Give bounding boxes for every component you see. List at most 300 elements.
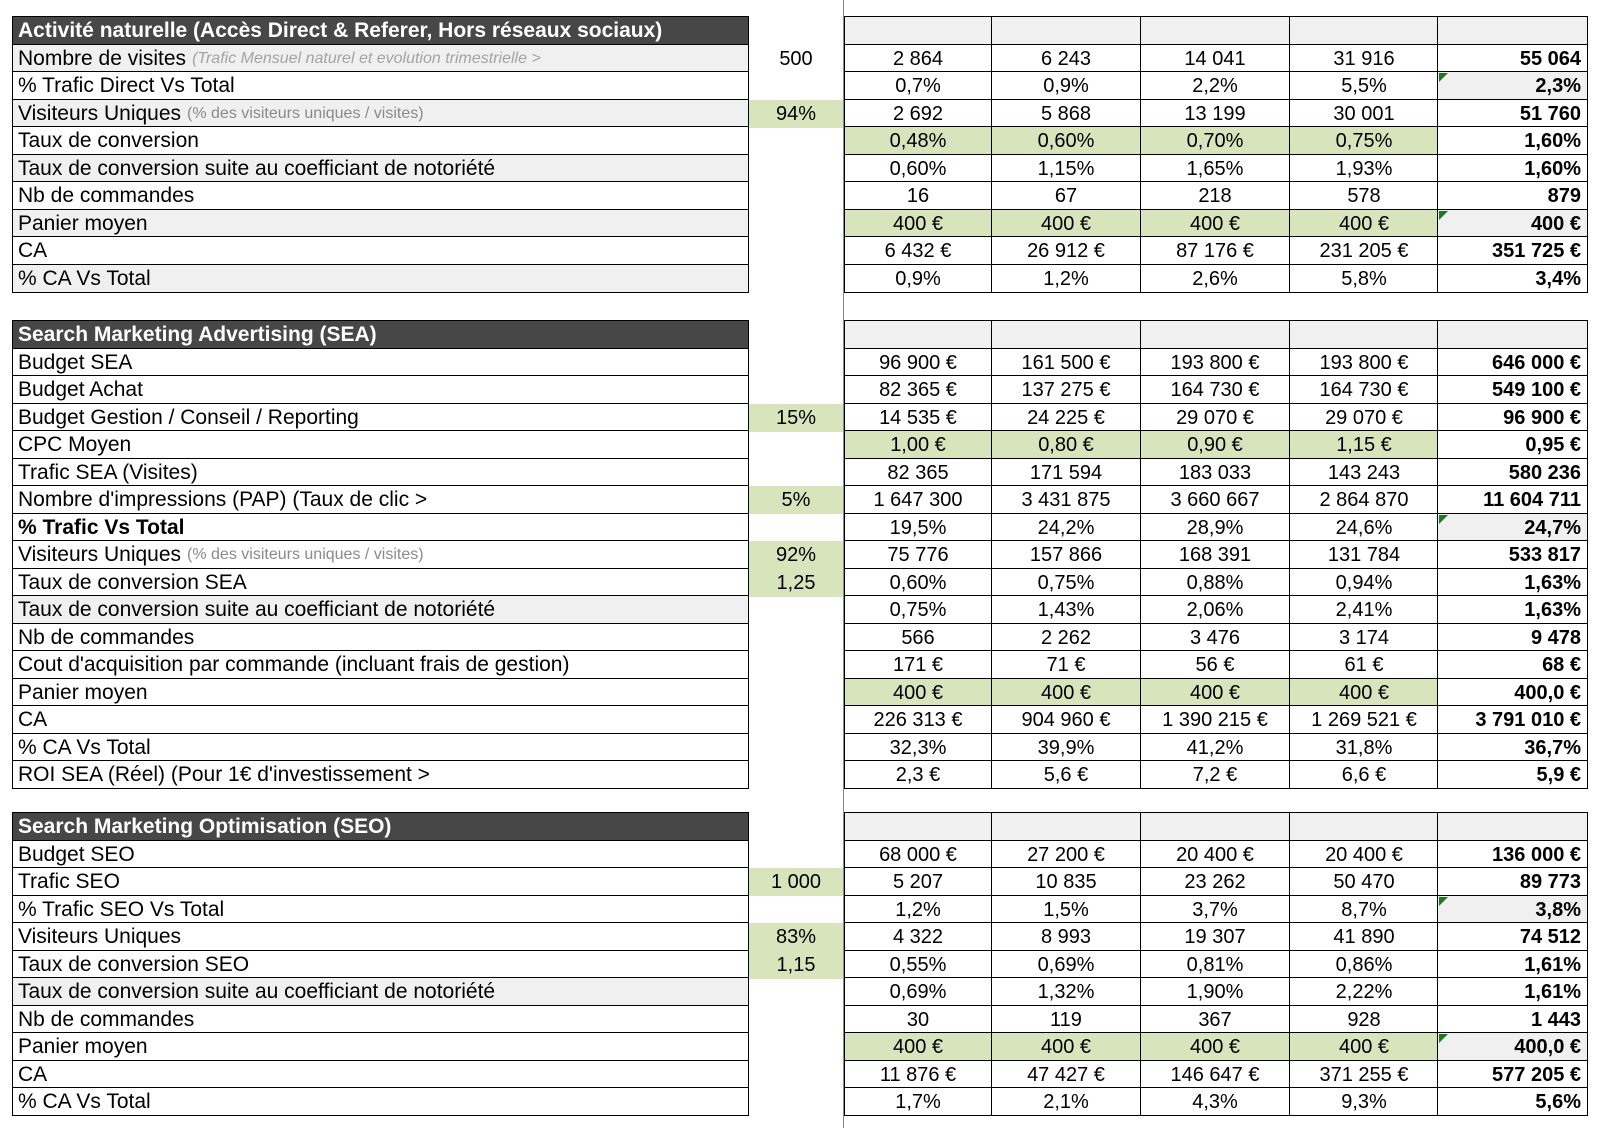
total-value: 36,7% [1524,736,1581,759]
value-cell[interactable]: 1,32% [991,977,1141,1006]
value-cell[interactable]: 164 730 € [1289,375,1439,404]
value-cell[interactable]: 82 365 € [844,375,992,404]
value-cell[interactable]: 0,9% [991,71,1141,100]
value-cell[interactable]: 1,00 € [844,430,992,459]
total-value: 0,95 € [1525,433,1581,456]
header-cell[interactable] [844,320,992,349]
value-cell[interactable]: 371 255 € [1289,1060,1439,1089]
value-cell[interactable]: 39,9% [991,733,1141,762]
row-label[interactable] [12,760,749,789]
value-cell[interactable]: 1,5% [991,895,1141,924]
row-note: (% des visiteurs uniques / visites) [187,545,424,563]
value-cell[interactable]: 171 594 [991,458,1141,487]
value-cell[interactable]: 2 692 [844,99,992,128]
parameter-cell[interactable]: 92% [749,541,843,569]
parameter-cell[interactable]: 1,15 [749,951,843,979]
value-cell[interactable]: 41 890 [1289,922,1439,951]
total-value: 549 100 € [1492,378,1581,401]
row-label-text: Visiteurs Uniques [18,102,182,125]
value-cell[interactable]: 2,1% [991,1087,1141,1116]
total-cell[interactable] [1437,1060,1588,1089]
total-value: 3,8% [1535,898,1581,921]
row-label[interactable] [12,154,749,183]
value-cell[interactable]: 0,60% [844,568,992,597]
value-cell[interactable]: 0,55% [844,950,992,979]
value-cell[interactable]: 171 € [844,650,992,679]
row-label[interactable] [12,733,749,762]
value-cell[interactable]: 6 243 [991,44,1141,73]
value-cell[interactable]: 0,70% [1140,126,1290,155]
value-cell[interactable]: 0,75% [844,595,992,624]
total-value: 1,63% [1524,571,1581,594]
row-label-text: Budget Achat [18,378,143,401]
value-cell[interactable]: 131 784 [1289,540,1439,569]
value-cell[interactable]: 1,15% [991,154,1141,183]
value-cell[interactable]: 19 307 [1140,922,1290,951]
row-label[interactable] [12,1060,749,1089]
value-cell[interactable]: 1,65% [1140,154,1290,183]
row-label[interactable] [12,678,749,707]
row-label-text: Taux de conversion suite au coefficiant de notoriété [18,980,496,1003]
total-value: 400,0 € [1514,1035,1581,1058]
value-cell[interactable]: 10 835 [991,867,1141,896]
value-cell[interactable]: 3 476 [1140,623,1290,652]
row-label-text: % CA Vs Total [18,736,151,759]
total-cell[interactable] [1437,44,1588,73]
section-header: Search Marketing Optimisation (SEO) [12,812,749,841]
header-total-cell[interactable] [1437,320,1588,349]
header-cell[interactable] [1140,812,1290,841]
value-cell[interactable]: 28,9% [1140,513,1290,542]
total-cell[interactable] [1437,348,1588,377]
total-cell[interactable] [1437,403,1588,432]
total-value: 400,0 € [1514,681,1581,704]
row-label[interactable] [12,430,749,459]
value-cell[interactable]: 56 € [1140,650,1290,679]
value-cell[interactable]: 30 [844,1005,992,1034]
total-cell[interactable] [1437,264,1588,293]
value-cell[interactable]: 4 322 [844,922,992,951]
header-total-cell[interactable] [1437,16,1588,45]
row-label-text: Taux de conversion SEO [18,953,250,976]
value-cell[interactable]: 1,7% [844,1087,992,1116]
section-header: Activité naturelle (Accès Direct & Referer, Hors réseaux sociaux) [12,16,749,45]
value-cell[interactable]: 157 866 [991,540,1141,569]
value-cell[interactable]: 119 [991,1005,1141,1034]
header-cell[interactable] [844,16,992,45]
value-cell[interactable]: 87 176 € [1140,236,1290,265]
value-cell[interactable]: 13 199 [1140,99,1290,128]
row-label-text: % Trafic Direct Vs Total [18,74,235,97]
row-label-text: Taux de conversion [18,129,199,152]
value-cell[interactable]: 82 365 [844,458,992,487]
value-cell[interactable]: 6,6 € [1289,760,1439,789]
value-cell[interactable]: 2 864 870 [1289,485,1439,514]
comment-indicator-icon [1439,1034,1448,1043]
value-cell[interactable]: 9,3% [1289,1087,1439,1116]
row-label-text: Visiteurs Uniques [18,543,182,566]
value-cell[interactable]: 400 € [1140,678,1290,707]
value-cell[interactable]: 24,2% [991,513,1141,542]
total-value: 533 817 [1508,543,1581,566]
value-cell[interactable]: 2,3 € [844,760,992,789]
value-cell[interactable]: 3 174 [1289,623,1439,652]
header-cell[interactable] [1140,320,1290,349]
total-value: 3,4% [1535,267,1581,290]
row-label-text: % Trafic SEO Vs Total [18,898,225,921]
parameter-cell[interactable]: 94% [749,100,843,128]
value-cell[interactable]: 0,94% [1289,568,1439,597]
total-value: 1,61% [1524,980,1581,1003]
total-value: 89 773 [1519,870,1581,893]
row-label-text: Panier moyen [18,1035,148,1058]
row-label-text: Cout d'acquisition par commande (incluant frais de gestion) [18,653,570,676]
total-cell[interactable] [1437,922,1588,951]
value-cell[interactable]: 7,2 € [1140,760,1290,789]
header-cell[interactable] [1289,320,1439,349]
parameter-cell[interactable]: 1 000 [749,868,843,896]
value-cell[interactable]: 400 € [1289,209,1439,238]
header-cell[interactable] [1140,16,1290,45]
row-label[interactable] [12,403,749,432]
parameter-cell[interactable]: 83% [749,923,843,951]
value-cell[interactable]: 50 470 [1289,867,1439,896]
total-cell[interactable] [1437,950,1588,979]
value-cell[interactable]: 68 000 € [844,840,992,869]
value-cell[interactable]: 193 800 € [1140,348,1290,377]
total-cell[interactable] [1437,867,1588,896]
total-cell[interactable] [1437,71,1588,100]
value-cell[interactable]: 231 205 € [1289,236,1439,265]
value-cell[interactable]: 400 € [844,678,992,707]
header-cell[interactable] [844,812,992,841]
value-cell[interactable]: 71 € [991,650,1141,679]
value-cell[interactable]: 0,69% [991,950,1141,979]
total-value: 96 900 € [1503,406,1581,429]
total-value: 400 € [1530,212,1581,235]
value-cell[interactable]: 3 660 667 [1140,485,1290,514]
total-cell[interactable] [1437,595,1588,624]
value-cell[interactable]: 3,7% [1140,895,1290,924]
total-cell[interactable] [1437,895,1588,924]
total-cell[interactable] [1437,977,1588,1006]
row-label-text: Nombre d'impressions (PAP) (Taux de clic > [18,488,428,511]
row-label-text: Taux de conversion suite au coefficiant de notoriété [18,157,496,180]
row-label-text: ROI SEA (Réel) (Pour 1€ d'investissement > [18,763,430,786]
row-label[interactable] [12,513,749,542]
total-value: 2,3% [1535,74,1581,97]
value-cell[interactable]: 1,2% [991,264,1141,293]
row-label[interactable] [12,840,749,869]
row-label[interactable] [12,44,749,73]
row-label-text: Trafic SEA (Visites) [18,461,198,484]
total-cell[interactable] [1437,154,1588,183]
total-value: 1,60% [1524,157,1581,180]
row-label[interactable] [12,348,749,377]
parameter-cell[interactable]: 5% [749,486,843,514]
value-cell[interactable]: 400 € [1289,678,1439,707]
value-cell[interactable]: 31 916 [1289,44,1439,73]
value-cell[interactable]: 14 041 [1140,44,1290,73]
row-label-text: Nb de commandes [18,184,195,207]
value-cell[interactable]: 41,2% [1140,733,1290,762]
value-cell[interactable]: 137 275 € [991,375,1141,404]
parameter-cell[interactable]: 500 [779,47,813,70]
value-cell[interactable]: 1 269 521 € [1289,705,1439,734]
value-cell[interactable]: 1,15 € [1289,430,1439,459]
value-cell[interactable]: 146 647 € [1140,1060,1290,1089]
total-value: 68 € [1542,653,1581,676]
value-cell[interactable]: 218 [1140,181,1290,210]
row-label[interactable] [12,1087,749,1116]
row-label-text: % CA Vs Total [18,267,151,290]
value-cell[interactable]: 164 730 € [1140,375,1290,404]
total-value: 1,63% [1524,598,1581,621]
value-cell[interactable]: 19,5% [844,513,992,542]
row-label[interactable] [12,867,749,896]
value-cell[interactable]: 400 € [844,209,992,238]
value-cell[interactable]: 31,8% [1289,733,1439,762]
total-value: 3 791 010 € [1475,708,1581,731]
total-cell[interactable] [1437,650,1588,679]
value-cell[interactable]: 1 647 300 [844,485,992,514]
row-label-text: % CA Vs Total [18,1090,151,1113]
value-cell[interactable]: 0,60% [844,154,992,183]
total-value: 5,6% [1535,1090,1581,1113]
comment-indicator-icon [1439,515,1448,524]
value-cell[interactable]: 61 € [1289,650,1439,679]
value-cell[interactable]: 0,48% [844,126,992,155]
value-cell[interactable]: 16 [844,181,992,210]
row-note: (Trafic Mensuel naturel et evolution trimestrielle > [192,49,541,67]
total-cell[interactable] [1437,1032,1588,1061]
value-cell[interactable]: 2,41% [1289,595,1439,624]
total-cell[interactable] [1437,513,1588,542]
value-cell[interactable]: 168 391 [1140,540,1290,569]
parameter-cell[interactable]: 1,25 [749,569,843,597]
value-cell[interactable]: 0,75% [991,568,1141,597]
total-cell[interactable] [1437,678,1588,707]
value-cell[interactable]: 367 [1140,1005,1290,1034]
value-cell[interactable]: 400 € [991,1032,1141,1061]
total-value: 646 000 € [1492,351,1581,374]
row-label-text: Taux de conversion suite au coefficiant de notoriété [18,598,496,621]
value-cell[interactable]: 14 535 € [844,403,992,432]
value-cell[interactable]: 24 225 € [991,403,1141,432]
value-cell[interactable]: 400 € [844,1032,992,1061]
value-cell[interactable]: 0,9% [844,264,992,293]
value-cell[interactable]: 2,06% [1140,595,1290,624]
total-value: 577 205 € [1492,1063,1581,1086]
value-cell[interactable]: 8 993 [991,922,1141,951]
value-cell[interactable]: 0,69% [844,977,992,1006]
value-cell[interactable]: 2 864 [844,44,992,73]
value-cell[interactable]: 8,7% [1289,895,1439,924]
row-label-text: Nombre de visites [18,47,187,70]
row-label[interactable] [12,1032,749,1061]
value-cell[interactable]: 566 [844,623,992,652]
header-cell[interactable] [991,320,1141,349]
row-label-text: CPC Moyen [18,433,132,456]
row-label-text: Nb de commandes [18,626,195,649]
header-cell[interactable] [991,16,1141,45]
value-cell[interactable]: 29 070 € [1289,403,1439,432]
total-cell[interactable] [1437,540,1588,569]
total-cell[interactable] [1437,623,1588,652]
value-cell[interactable]: 1,93% [1289,154,1439,183]
row-label[interactable] [12,568,749,597]
value-cell[interactable]: 0,80 € [991,430,1141,459]
value-cell[interactable]: 2,22% [1289,977,1439,1006]
row-label[interactable] [12,236,749,265]
header-cell[interactable] [1289,16,1439,45]
row-label-text: Panier moyen [18,212,148,235]
value-cell[interactable]: 1,2% [844,895,992,924]
value-cell[interactable]: 0,60% [991,126,1141,155]
row-label[interactable] [12,485,749,514]
row-label[interactable] [12,99,749,128]
value-cell[interactable]: 5 868 [991,99,1141,128]
value-cell[interactable]: 400 € [1140,209,1290,238]
value-cell[interactable]: 2,6% [1140,264,1290,293]
value-cell[interactable]: 5,8% [1289,264,1439,293]
row-label-text: Budget SEO [18,843,135,866]
value-cell[interactable]: 20 400 € [1140,840,1290,869]
row-label-text: % Trafic Vs Total [18,516,185,539]
value-cell[interactable]: 2,2% [1140,71,1290,100]
row-label[interactable] [12,705,749,734]
total-cell[interactable] [1437,209,1588,238]
total-cell[interactable] [1437,458,1588,487]
value-cell[interactable]: 24,6% [1289,513,1439,542]
total-cell[interactable] [1437,181,1588,210]
total-cell[interactable] [1437,1005,1588,1034]
value-cell[interactable]: 400 € [991,209,1141,238]
row-label[interactable] [12,181,749,210]
row-label-text: Visiteurs Uniques [18,925,182,948]
value-cell[interactable]: 4,3% [1140,1087,1290,1116]
total-cell[interactable] [1437,236,1588,265]
value-cell[interactable]: 1 390 215 € [1140,705,1290,734]
value-cell[interactable]: 0,7% [844,71,992,100]
row-label-text: Trafic SEO [18,870,120,893]
value-cell[interactable]: 20 400 € [1289,840,1439,869]
total-cell[interactable] [1437,375,1588,404]
value-cell[interactable]: 5,6 € [991,760,1141,789]
value-cell[interactable]: 0,81% [1140,950,1290,979]
total-value: 55 064 [1519,47,1581,70]
value-cell[interactable]: 3 431 875 [991,485,1141,514]
value-cell[interactable]: 193 800 € [1289,348,1439,377]
header-total-cell[interactable] [1437,812,1588,841]
row-label[interactable] [12,1005,749,1034]
row-label[interactable] [12,977,749,1006]
total-cell[interactable] [1437,430,1588,459]
total-value: 580 236 [1508,461,1581,484]
value-cell[interactable]: 183 033 [1140,458,1290,487]
value-cell[interactable]: 904 960 € [991,705,1141,734]
value-cell[interactable]: 0,88% [1140,568,1290,597]
comment-indicator-icon [1439,211,1448,220]
value-cell[interactable]: 0,86% [1289,950,1439,979]
row-label[interactable] [12,126,749,155]
value-cell[interactable]: 32,3% [844,733,992,762]
value-cell[interactable]: 29 070 € [1140,403,1290,432]
value-cell[interactable]: 1,90% [1140,977,1290,1006]
header-cell[interactable] [991,812,1141,841]
row-label[interactable] [12,650,749,679]
parameter-cell[interactable]: 15% [749,404,843,432]
row-label-text: CA [18,1063,48,1086]
value-cell[interactable]: 30 001 [1289,99,1439,128]
total-value: 5,9 € [1536,763,1581,786]
value-cell[interactable]: 143 243 [1289,458,1439,487]
value-cell[interactable]: 578 [1289,181,1439,210]
value-cell[interactable]: 27 200 € [991,840,1141,869]
value-cell[interactable]: 96 900 € [844,348,992,377]
row-label[interactable] [12,950,749,979]
value-cell[interactable]: 6 432 € [844,236,992,265]
row-label[interactable] [12,895,749,924]
row-label[interactable] [12,209,749,238]
total-cell[interactable] [1437,1087,1588,1116]
value-cell[interactable]: 0,75% [1289,126,1439,155]
value-cell[interactable]: 928 [1289,1005,1439,1034]
row-label[interactable] [12,623,749,652]
row-label[interactable] [12,540,749,569]
value-cell[interactable]: 2 262 [991,623,1141,652]
total-value: 24,7% [1524,516,1581,539]
total-cell[interactable] [1437,840,1588,869]
row-label[interactable] [12,922,749,951]
header-cell[interactable] [1289,812,1439,841]
value-cell[interactable]: 26 912 € [991,236,1141,265]
value-cell[interactable]: 0,90 € [1140,430,1290,459]
value-cell[interactable]: 75 776 [844,540,992,569]
value-cell[interactable]: 400 € [1289,1032,1439,1061]
value-cell[interactable]: 47 427 € [991,1060,1141,1089]
row-label[interactable] [12,264,749,293]
value-cell[interactable]: 400 € [1140,1032,1290,1061]
value-cell[interactable]: 5 207 [844,867,992,896]
total-value: 51 760 [1519,102,1581,125]
value-cell[interactable]: 5,5% [1289,71,1439,100]
value-cell[interactable]: 11 876 € [844,1060,992,1089]
total-cell[interactable] [1437,126,1588,155]
row-label[interactable] [12,458,749,487]
total-cell[interactable] [1437,99,1588,128]
total-cell[interactable] [1437,568,1588,597]
row-label-text: Nb de commandes [18,1008,195,1031]
row-note: (% des visiteurs uniques / visites) [187,104,424,122]
value-cell[interactable]: 161 500 € [991,348,1141,377]
total-cell[interactable] [1437,733,1588,762]
row-label-text: Panier moyen [18,681,148,704]
comment-indicator-icon [1439,73,1448,82]
total-cell[interactable] [1437,705,1588,734]
total-cell[interactable] [1437,485,1588,514]
total-cell[interactable] [1437,760,1588,789]
total-value: 74 512 [1519,925,1581,948]
row-label[interactable] [12,375,749,404]
value-cell[interactable]: 400 € [991,678,1141,707]
value-cell[interactable]: 67 [991,181,1141,210]
row-label[interactable] [12,595,749,624]
value-cell[interactable]: 1,43% [991,595,1141,624]
value-cell[interactable]: 23 262 [1140,867,1290,896]
value-cell[interactable]: 226 313 € [844,705,992,734]
row-label[interactable] [12,71,749,100]
